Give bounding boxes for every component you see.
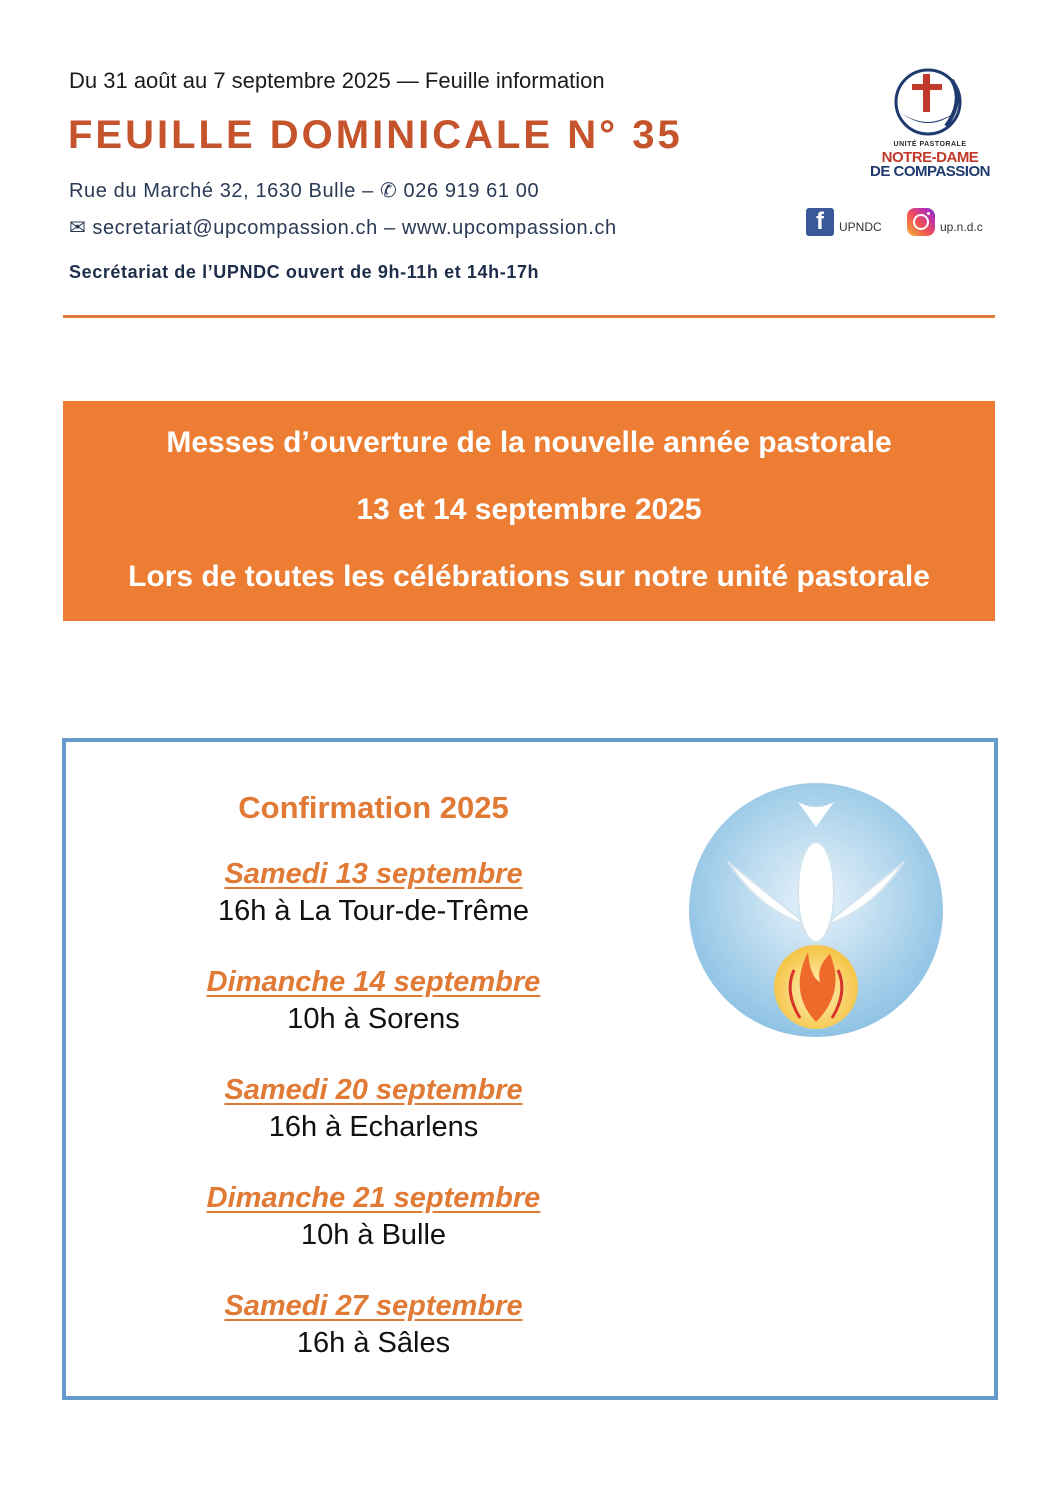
contact-line [69,215,617,240]
instagram-label: up.n.d.c [940,220,983,234]
logo-line-2: NOTRE-DAME [881,149,979,166]
facebook-label: UPNDC [839,220,882,234]
holy-spirit-dove-icon [688,782,944,1038]
confirmation-slot [166,1182,581,1252]
confirmation-title: Confirmation 2025 [238,790,509,825]
logo-line-3: DE COMPASSION [870,163,990,180]
header-divider [63,315,995,318]
header-date-line: Du 31 août au 7 septembre 2025 — Feuille information [69,68,605,93]
logo-line-1: UNITÉ PASTORALE [893,141,967,148]
banner-line-1: Messes d’ouverture de la nouvelle année pastorale [166,426,892,459]
envelope-icon: ✉ [69,217,87,239]
contact-text[interactable]: secretariat@upcompassion.ch – www.upcompassion.ch [92,217,617,239]
slot-day: Dimanche 21 septembre [206,1182,541,1214]
address-line: Rue du Marché 32, 1630 Bulle – ✆ 026 919 61 00 [69,180,540,202]
confirmation-slot [166,858,581,928]
confirmation-slot [166,966,581,1036]
banner-line-3: Lors de toutes les célébrations sur notre unité pastorale [128,560,930,593]
slot-day: Samedi 20 septembre [224,1074,523,1106]
banner-line-2: 13 et 14 septembre 2025 [356,493,702,526]
slot-place: 16h à Echarlens [268,1111,479,1143]
facebook-icon: f [806,208,834,236]
announcement-banner [63,401,995,621]
slot-day: Samedi 27 septembre [224,1290,523,1322]
page-title: FEUILLE DOMINICALE N° 35 [68,113,683,157]
slot-place: 16h à Sâles [296,1327,451,1359]
instagram-icon [907,208,935,236]
slot-place: 16h à La Tour-de-Trême [217,895,530,927]
confirmation-slot [166,1074,581,1144]
confirmation-box [62,738,998,1400]
slot-place: 10h à Bulle [300,1219,447,1251]
instagram-link[interactable] [907,205,983,239]
slot-day: Dimanche 14 septembre [206,966,541,998]
confirmation-slot [166,1290,581,1360]
slot-day: Samedi 13 septembre [224,858,523,890]
slot-place: 10h à Sorens [287,1003,460,1035]
parish-logo [860,62,1000,187]
cross-boat-icon [860,62,1000,142]
facebook-link[interactable] [806,205,882,239]
secretariat-hours: Secrétariat de l’UPNDC ouvert de 9h-11h et 14h-17h [69,262,540,282]
